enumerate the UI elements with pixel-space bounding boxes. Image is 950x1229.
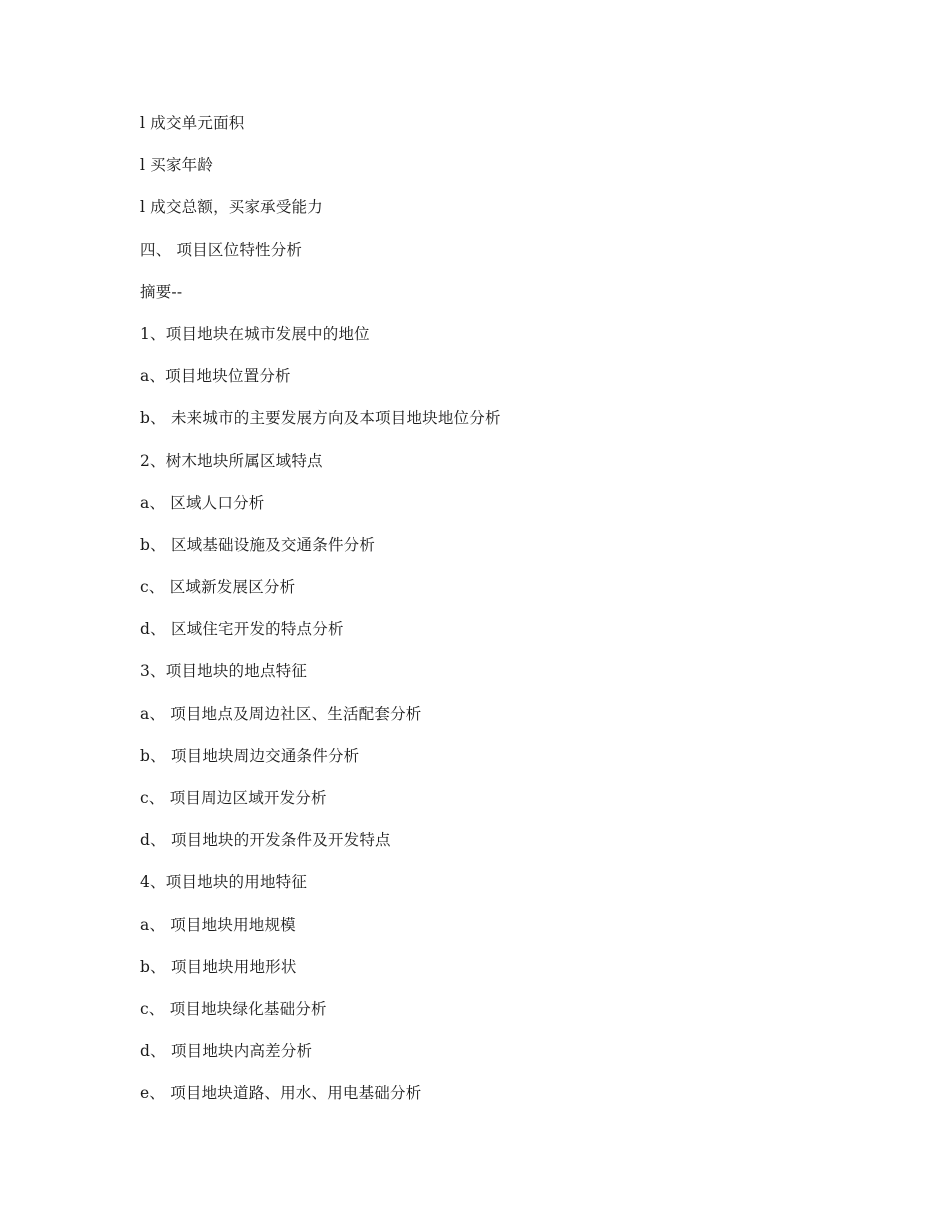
section-heading-4: 四、 项目区位特性分析 [140, 240, 303, 259]
list-item: d、 项目地块内高差分析 [140, 1042, 313, 1061]
subsection-heading-1: 1、项目地块在城市发展中的地位 [140, 324, 370, 343]
list-item: a、 区域人口分析 [140, 493, 265, 512]
list-item: c、 项目周边区域开发分析 [140, 789, 327, 807]
list-item: a、 项目地点及周边社区、生活配套分析 [140, 704, 422, 723]
bullet-item-buyer-age: l 买家年龄 [140, 156, 214, 175]
subsection-heading-4: 4、项目地块的用地特征 [140, 873, 308, 892]
bullet-item-unit-area: l 成交单元面积 [140, 114, 245, 132]
summary-label: 摘要-- [140, 282, 183, 301]
subsection-heading-3: 3、项目地块的地点特征 [140, 662, 308, 681]
list-item: b、 项目地块周边交通条件分析 [140, 746, 360, 765]
list-item: b、 未来城市的主要发展方向及本项目地块地位分析 [140, 409, 501, 428]
list-item: d、 项目地块的开发条件及开发特点 [140, 831, 391, 850]
list-item: a、 项目地块用地规模 [140, 915, 296, 934]
document-body [140, 110, 501, 1123]
list-item: e、 项目地块道路、用水、用电基础分析 [140, 1084, 422, 1103]
list-item: b、 项目地块用地形状 [140, 957, 297, 976]
list-item: c、 项目地块绿化基础分析 [140, 999, 327, 1018]
list-item: b、 区域基础设施及交通条件分析 [140, 535, 376, 554]
subsection-heading-2: 2、树木地块所属区域特点 [140, 451, 323, 470]
list-item: a、项目地块位置分析 [140, 367, 291, 386]
list-item: d、 区域住宅开发的特点分析 [140, 620, 344, 639]
bullet-item-total-amount: l 成交总额，买家承受能力 [140, 198, 323, 217]
list-item: c、 区域新发展区分析 [140, 578, 296, 597]
